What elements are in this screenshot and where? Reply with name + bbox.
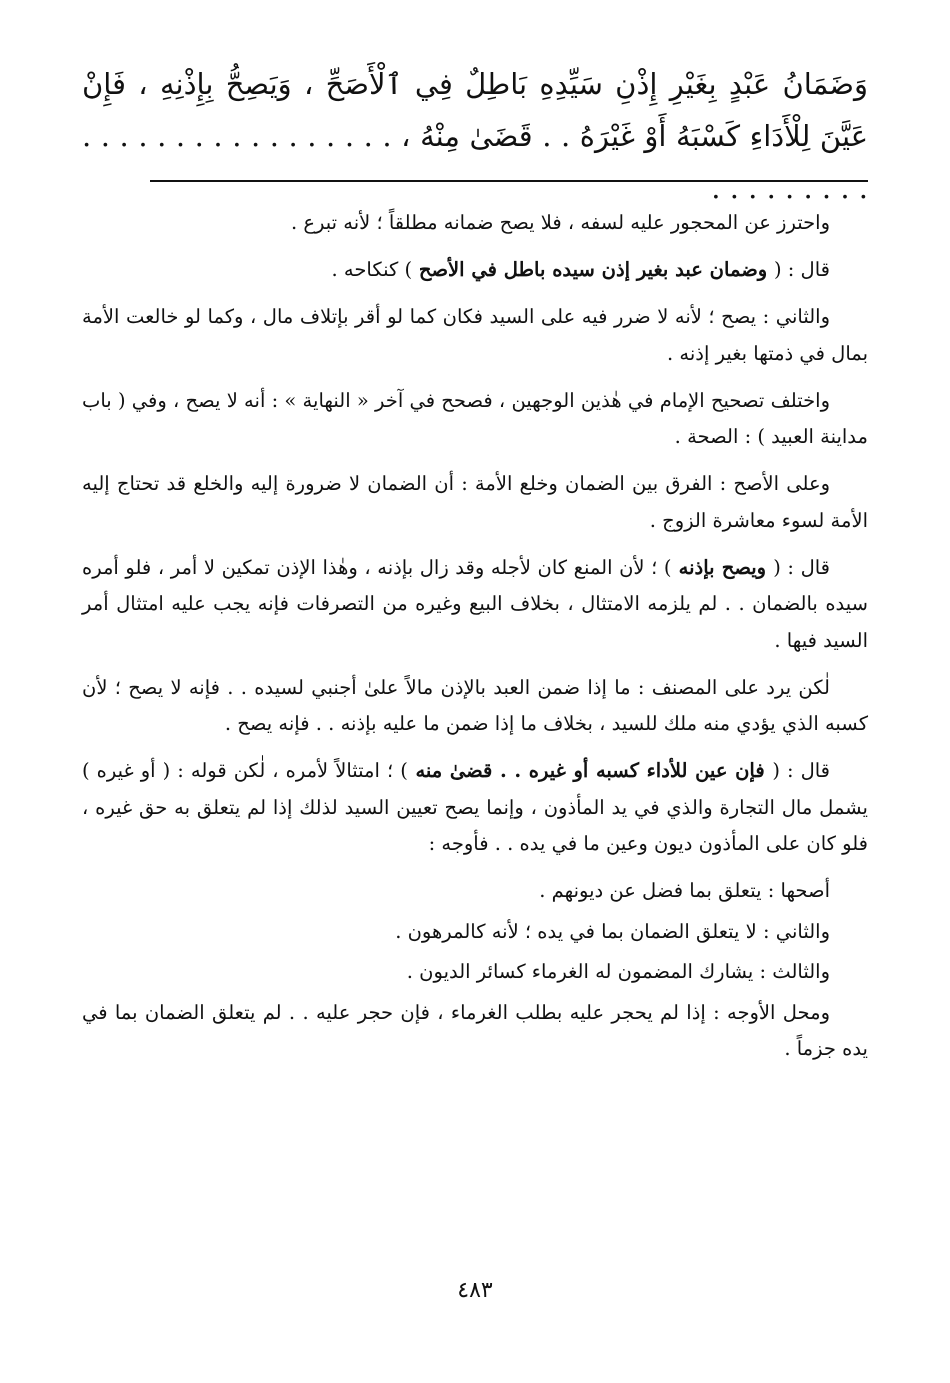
quote-suffix: ) كنكاحه .	[331, 258, 413, 281]
commentary-paragraph-7: لٰكن يرد على المصنف : ما إذا ضمن العبد بالإذن مالاً علىٰ أجنبي لسيده . . فإنه لا يصح ؛ لأن كسبه الذي يؤدي منه ملك للسيد ، بخلاف ما إذا ضمن ما عليه بإذنه . . فإنه يصح .	[82, 675, 868, 735]
quote-prefix: قال : (	[773, 555, 830, 579]
quoted-matn: فإن عين للأداء كسبه أو غيره . . قضىٰ منه	[407, 759, 773, 782]
page-number: ٤٨٣	[457, 1278, 493, 1303]
commentary-paragraph-1: واحترز عن المحجور عليه لسفه ، فلا يصح ضمانه مطلقاً ؛ لأنه تبرع .	[290, 211, 830, 234]
quote-prefix: قال : (	[772, 759, 831, 782]
commentary-paragraph-9: أصحها : يتعلق بما فضل عن ديونهم .	[539, 879, 830, 902]
matn-line-text: وَضَمَانُ عَبْدٍ بِغَيْرِ إِذْنِ سَيِّدِهِ بَاطِلٌ فِي ٱلْأَصَحِّ ، وَيَصِحُّ بِإِذْنِهِ ، فَإِنْ عَيَّنَ لِلْأَدَاءِ كَسْبَهُ أَوْ غَيْرَهُ . . قَضَىٰ مِنْهُ ،	[82, 67, 869, 153]
matn-dots: . . . . . . . . . . . . . . . . . . . . . . . . . .	[82, 119, 868, 205]
commentary-paragraph-11: والثالث : يشارك المضمون له الغرماء كسائر الديون .	[406, 960, 830, 983]
commentary-paragraph-8	[82, 753, 868, 863]
footnote-divider	[150, 180, 868, 182]
commentary-paragraph-5: وعلى الأصح : الفرق بين الضمان وخلع الأمة : أن الضمان لا ضرورة إليه والخلع قد تحتاج إليه الأمة لسوء معاشرة الزوج .	[82, 472, 868, 532]
matn-block	[82, 58, 868, 214]
quote-suffix: ) ؛ لأن المنع كان لأجله وقد زال بإذنه ، وهٰذا الإذن تمكين لا أمر ، فلو أمره سيده بالضمان . . لم يلزمه الامتثال ، بخلاف البيع وغيره من التصرفات فإنه يجب عليه امتثال أمر السيد فيها .	[82, 555, 868, 652]
commentary-paragraph-3: والثاني : يصح ؛ لأنه لا ضرر فيه على السيد فكان كما لو أقر بإتلاف مال ، وكما لو خالعت الأمة بمال في ذمتها بغير إذنه .	[82, 305, 868, 365]
commentary-paragraph-2	[82, 252, 868, 289]
commentary-paragraph-6	[82, 550, 868, 660]
commentary-block	[82, 205, 868, 1078]
commentary-paragraph-10: والثاني : لا يتعلق الضمان بما في يده ؛ لأنه كالمرهون .	[395, 919, 830, 943]
commentary-paragraph-4: واختلف تصحيح الإمام في هٰذين الوجهين ، فصحح في آخر « النهاية » : أنه لا يصح ، وفي ( باب مداينة العبيد ) : الصحة .	[82, 388, 868, 448]
matn-text	[82, 58, 868, 214]
quote-prefix: قال : (	[773, 258, 830, 281]
commentary-paragraph-12: ومحل الأوجه : إذا لم يحجر عليه بطلب الغرماء ، فإن حجر عليه . . لم يتعلق الضمان بما في يده جزماً .	[82, 1000, 868, 1060]
quoted-matn: ويصح بإذنه	[671, 555, 774, 579]
quote-suffix: ) ؛ امتثالاً لأمره ، لٰكن قوله : ( أو غيره ) يشمل مال التجارة والذي في يد المأذون ، وإنما يصح تعيين السيد لذلك إذا لم يتعلق به حق غيره ، فلو كان على المأذون ديون وعين ما في يده . . فأوجه :	[82, 759, 868, 855]
quoted-matn: وضمان عبد بغير إذن سيده باطل في الأصح	[412, 258, 774, 281]
